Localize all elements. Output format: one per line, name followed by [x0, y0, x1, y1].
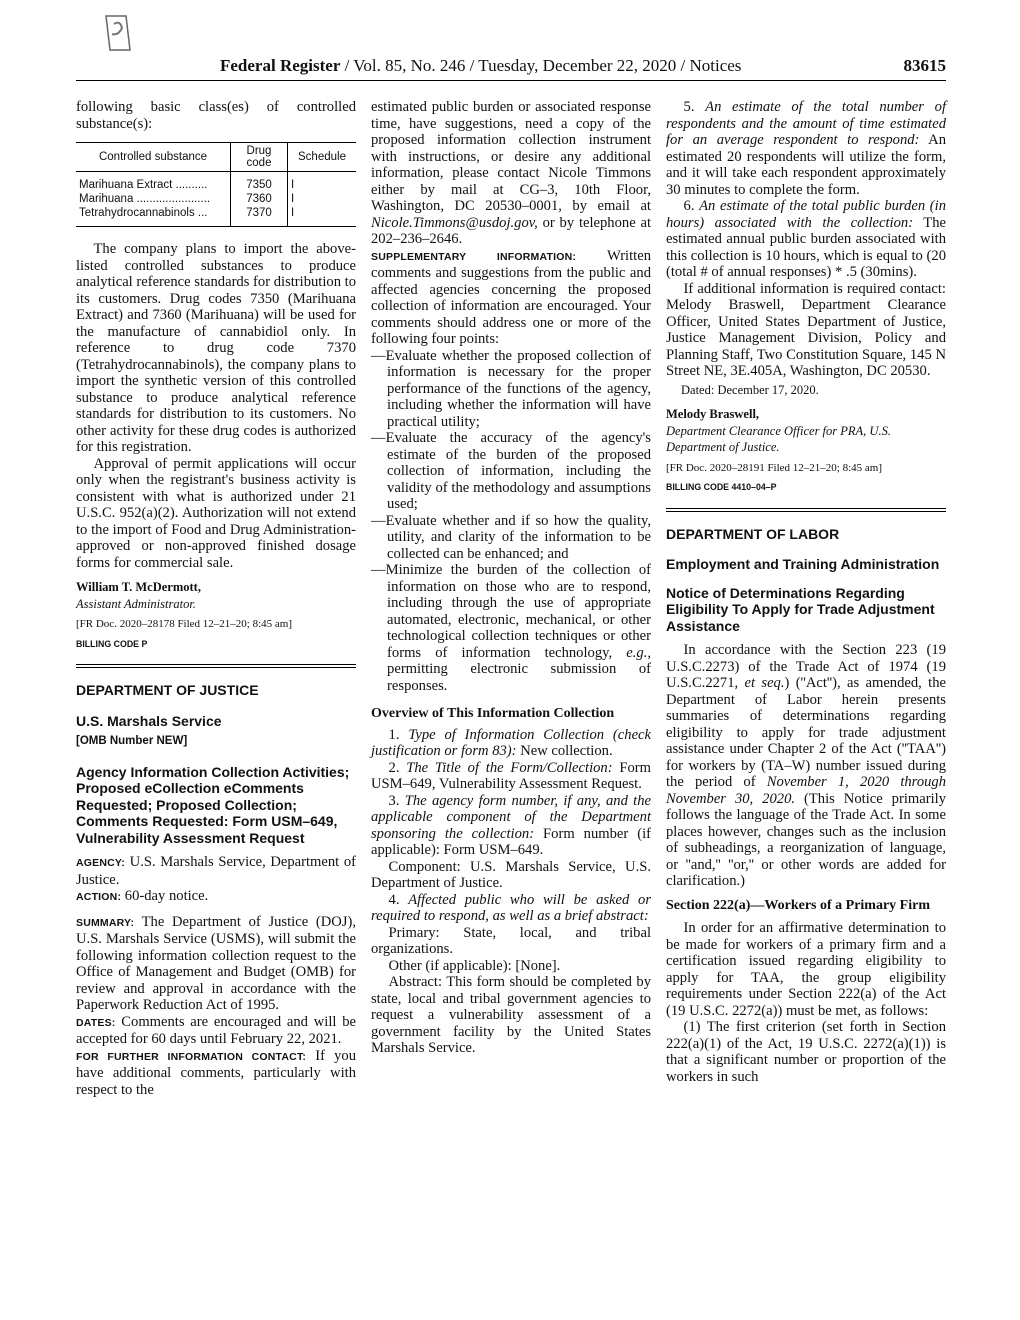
text-run: 6.	[683, 198, 700, 214]
controlled-substance-table	[76, 142, 356, 227]
text-run: e.g.,	[626, 644, 651, 661]
paragraph	[371, 99, 651, 248]
agency-heading: Employment and Training Administration	[666, 556, 940, 572]
text-run: 1.	[388, 726, 409, 743]
text-run: —Minimize the burden of the collection of information on those who are to respond, including through the use of appropriate automated, electronic, mechanical, or other technological collection techniques or other forms of information technology,	[371, 562, 651, 661]
action-text: 60-day notice.	[121, 888, 209, 904]
text-run: Form number (if applicable): Form USM–649.	[371, 825, 651, 858]
text-run: An estimated 20 respondents will utilize the form, and it will take each respondent approximately 30 minutes to complete the form.	[666, 132, 946, 198]
table-row	[76, 206, 356, 227]
text-run: November 1, 2020 through November 30, 2020.	[666, 774, 947, 807]
gpo-authenticated-logo	[66, 10, 138, 56]
column-3	[666, 99, 946, 1085]
text-run: An estimate of the total public burden (in hours) associated with the collection:	[666, 198, 946, 231]
table-row	[76, 192, 356, 206]
schedule: I	[288, 192, 357, 206]
drug-code: 7350	[231, 172, 288, 193]
schedule: I	[288, 206, 357, 227]
agency-heading: U.S. Marshals Service	[76, 712, 222, 729]
issue-info: / Vol. 85, No. 246 / Tuesday, December 22, 2020 / Notices	[340, 56, 742, 75]
paragraph: In order for an affirmative determination to be made for workers of a primary firm and a certification issued regarding eligibility to apply for TAA, the group eligibility requirements under Section 222(a) of the Act (19 U.S.C. 2272(a)) must be met, as follows:	[666, 920, 946, 1019]
section-heading: Section 222(a)—Workers of a Primary Firm	[666, 897, 930, 913]
drug-code: 7360	[231, 192, 288, 206]
item-2	[371, 760, 651, 793]
text-run: Type of Information Collection (check justification or form 83):	[371, 726, 651, 759]
list-item: —Evaluate the accuracy of the agency's estimate of the burden of the proposed collection of information, including the validity of the methodology and assumptions used;	[371, 430, 651, 512]
item-6	[666, 198, 946, 281]
item-4	[371, 892, 651, 925]
text-run: 3.	[388, 792, 405, 809]
section-divider	[666, 508, 946, 512]
federal-register-title: Federal Register	[220, 56, 341, 75]
text-run: or by telephone at 202–236–2646.	[371, 214, 651, 247]
list-item: —Evaluate whether and if so how the quality, utility, and clarity of the information to be collected can be enhanced; and	[371, 512, 651, 562]
list-item	[371, 562, 651, 694]
section-divider	[76, 664, 356, 668]
email-link: Nicole.Timmons@usdoj.gov,	[371, 214, 538, 231]
page-header	[220, 56, 946, 78]
page-number: 83615	[903, 56, 946, 75]
item-1	[371, 727, 651, 760]
dates-line	[76, 1014, 356, 1048]
contact-line	[76, 1048, 356, 1099]
col-header-drug-code: Drug code	[231, 143, 288, 172]
paragraph: (1) The first criterion (set forth in Section 222(a)(1) of the Act, 19 U.S.C. 2272(a)(1)) is that a significant number or proportion of the workers in such	[666, 1019, 946, 1085]
intro-text: following basic class(es) of controlled substance(s):	[76, 99, 356, 132]
paragraph: The company plans to import the above-listed controlled substances to produce analytical reference standards for distribution to its customers. Drug codes 7350 (Marihuana Extract) and 7360 (Marihuana) will be used for the manufacture of cannabidiol only. In reference to drug code 7370 (Tetrahydrocannabinols), the company plans to import the synthetic version of this controlled substance to produce analytical reference standards for distribution to its customers. No other activity for these drug codes is authorized for this registration.	[76, 241, 357, 455]
fr-doc: [FR Doc. 2020–28178 Filed 12–21–20; 8:45 am]	[76, 618, 293, 630]
department-heading: DEPARTMENT OF LABOR	[666, 525, 840, 542]
signer-title: Department Clearance Officer for PRA, U.S. Department of Justice.	[666, 423, 891, 454]
action-line	[76, 888, 356, 906]
notice-title: Notice of Determinations Regarding Eligibility To Apply for Trade Adjustment Assistance	[666, 584, 935, 634]
supplementary-line	[371, 248, 651, 348]
text-run: The Title of the Form/Collection:	[406, 759, 613, 776]
text-run: New collection.	[516, 743, 613, 759]
column-1	[76, 99, 356, 1098]
text-run: 5.	[683, 99, 706, 115]
text-run: Affected public who will be asked or required to respond, as well as a brief abstract:	[371, 891, 651, 924]
overview-heading: Overview of This Information Collection	[371, 706, 615, 721]
signer-name: William T. McDermott,	[76, 580, 201, 594]
department-heading: DEPARTMENT OF JUSTICE	[76, 682, 259, 698]
col-header-schedule: Schedule	[288, 143, 357, 172]
text-run: An estimate of the total number of respondents and the amount of time estimated for an average respondent to respond:	[666, 99, 946, 148]
text-run: estimated public burden or associated response time, have suggestions, need a copy of the proposed information collection instrument with instructions, or desire any additional information, please contact Nicole Timmons either by mail at CG–3, 10th Floor, Washington, DC 20530–0001, by email at	[371, 99, 651, 214]
primary: Primary: State, local, and tribal organizations.	[371, 924, 651, 957]
summary-text: The Department of Justice (DOJ), U.S. Marshals Service (USMS), will submit the following information collection request to the Office of Management and Budget (OMB) for review and approval in accordance with the Paperwork Reduction Act of 1995.	[76, 913, 356, 1013]
action-label: ACTION:	[76, 891, 122, 903]
billing-code: BILLING CODE 4410–04–P	[666, 482, 777, 492]
table-row	[76, 172, 356, 193]
dates-label: DATES:	[76, 1016, 116, 1029]
signer-title: Assistant Administrator.	[76, 596, 196, 611]
running-head	[220, 56, 741, 76]
dates-text: Comments are encouraged and will be accepted for 60 days until February 22, 2021.	[76, 1013, 356, 1047]
text-run: The agency form number, if any, and the applicable component of the Department sponsoring the collection:	[371, 792, 652, 842]
contact-label: FOR FURTHER INFORMATION CONTACT:	[76, 1050, 307, 1063]
component: Component: U.S. Marshals Service, U.S. Department of Justice.	[371, 858, 651, 891]
substance-name: Marihuana .......................	[79, 193, 211, 205]
text-run: In accordance with the Section 223 (19 U.S.C.2273) of the Trade Act of 1974 (19 U.S.C.2271,	[666, 642, 946, 691]
schedule: I	[288, 172, 357, 193]
summary-label: SUMMARY:	[76, 916, 135, 929]
substance-name: Marihuana Extract ..........	[79, 179, 208, 191]
text-run: et seq.	[744, 675, 785, 691]
paragraph	[666, 642, 946, 890]
item-3	[371, 793, 651, 859]
text-run: (This Notice primarily follows the language of the Trade Act. In some places however, changes such as the inclusion of subheadings, a reorganization of language, or ''and,'' ''or,'' or other words are added for clarification.)	[666, 790, 946, 889]
contact-text: If you have additional comments, particularly with respect to the	[76, 1047, 356, 1098]
list-item: —Evaluate whether the proposed collection of information is necessary for the proper performance of the functions of the agency, including whether the information will have practical utility;	[371, 347, 651, 430]
signer-name: Melody Braswell,	[666, 407, 760, 421]
agency-text: U.S. Marshals Service, Department of Justice.	[76, 854, 356, 888]
paragraph: Approval of permit applications will occur only when the registrant's business activity is consistent with what is authorized under 21 U.S.C. 952(a)(2). Authorization will not extend to the import of Food and Drug Administration-approved or non-approved finished dosage forms for commercial sale.	[76, 455, 356, 571]
supplementary-label: SUPPLEMENTARY INFORMATION:	[371, 250, 577, 263]
fr-doc: [FR Doc. 2020–28191 Filed 12–21–20; 8:45 am]	[666, 461, 883, 474]
column-2	[371, 99, 651, 1057]
text-run: 2.	[388, 759, 407, 776]
text-run: Form USM–649, Vulnerability Assessment Request.	[371, 759, 651, 792]
substance-name: Tetrahydrocannabinols ...	[79, 207, 208, 219]
abstract: Abstract: This form should be completed by state, local and tribal government agencies to request a vulnerability assessment of a government facility by the United States Marshals Service.	[371, 974, 651, 1056]
supplementary-text: Written comments and suggestions from the public and affected agencies concerning the proposed collection of information are encouraged. Your comments should address one or more of the following four points:	[371, 247, 651, 347]
agency-line	[76, 854, 356, 888]
billing-code: BILLING CODE P	[76, 638, 148, 649]
text-run: 4.	[388, 891, 409, 908]
drug-code: 7370	[231, 206, 288, 227]
summary-line	[76, 914, 356, 1014]
text-run: The estimated annual public burden associated with this collection is 10 hours, which is equal to (20 (total # of annual responses) * .5 (30mins).	[666, 214, 946, 280]
contact-paragraph: If additional information is required contact: Melody Braswell, Department Clearance Officer, United States Department of Justice, Justice Management Division, Policy and Planning Staff, Two Constitution Square, 145 N Street NE, 3E.405A, Washington, DC 20530.	[666, 280, 946, 379]
notice-title: Agency Information Collection Activities; Proposed eCollection eComments Requested; Proposed Collection; Comments Requested: Form USM–649, Vulnerability Assessment Request	[76, 763, 350, 846]
other: Other (if applicable): [None].	[388, 957, 561, 974]
omb-number: [OMB Number NEW]	[76, 735, 188, 747]
agency-label: AGENCY:	[76, 857, 126, 869]
item-5	[666, 99, 946, 198]
col-header-substance: Controlled substance	[98, 151, 208, 163]
header-rule	[76, 80, 946, 81]
text-run: permitting electronic submission of responses.	[387, 661, 651, 694]
text-run: ) (''Act''), as amended, the Department of Labor herein presents summaries of determinations regarding eligibility to apply for trade adjustment assistance under Chapter 2 of the Act (''TAA'') for workers by (TA–W) number issued during the period of	[666, 675, 946, 790]
dated-line: Dated: December 17, 2020.	[681, 382, 819, 397]
